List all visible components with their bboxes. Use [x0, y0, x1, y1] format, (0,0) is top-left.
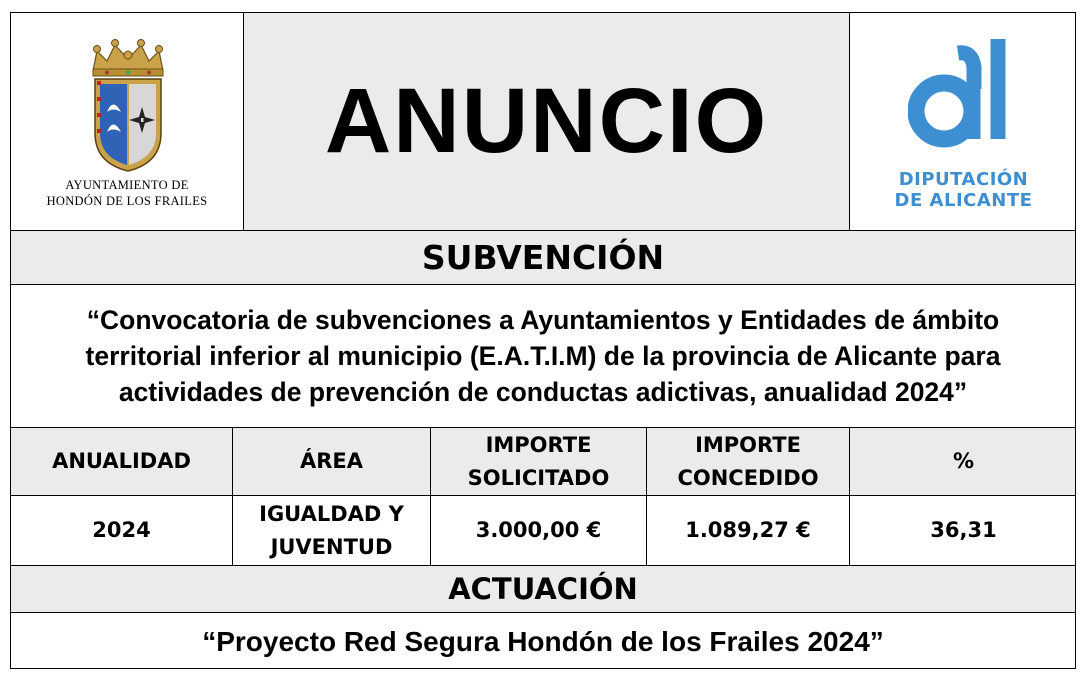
cell-anualidad: 2024	[11, 496, 233, 565]
header-importe-solicitado: IMPORTE SOLICITADO	[431, 428, 647, 495]
convocatoria-text: “Convocatoria de subvenciones a Ayuntamientos y Entidades de ámbito territorial inferior al municipio (E.A.T.I.M) de la provincia de Alicante para actividades de prevención de conductas adictivas, anualidad 2024”	[11, 285, 1075, 428]
project-title: “Proyecto Red Segura Hondón de los Frailes 2024”	[202, 625, 884, 657]
cell-importe-concedido: 1.089,27 €	[647, 496, 850, 565]
table-row	[11, 496, 1075, 566]
header-row	[11, 13, 1075, 231]
diputacion-logo-icon	[908, 33, 1018, 153]
header-anualidad: ANUALIDAD	[11, 428, 233, 495]
ayuntamiento-cell	[11, 13, 244, 230]
table-header-row	[11, 428, 1075, 496]
header-area: ÁREA	[233, 428, 431, 495]
page-title: ANUNCIO	[324, 70, 769, 172]
ayuntamiento-line1: AYUNTAMIENTO DE	[65, 178, 189, 192]
actuacion-title: ACTUACIÓN	[11, 566, 1075, 613]
cell-area: IGUALDAD Y JUVENTUD	[233, 496, 431, 565]
diputacion-line2: DE ALICANTE	[894, 190, 1033, 211]
header-percent: %	[952, 449, 975, 473]
subvencion-title: SUBVENCIÓN	[11, 231, 1075, 285]
cell-importe-solicitado: 3.000,00 €	[431, 496, 647, 565]
announcement-frame	[10, 12, 1076, 669]
cell-percent: 36,31	[930, 518, 997, 542]
coat-of-arms-icon	[83, 37, 173, 177]
title-cell	[244, 13, 850, 230]
diputacion-line1: DIPUTACIÓN	[898, 169, 1029, 190]
header-importe-concedido: IMPORTE CONCEDIDO	[647, 428, 850, 495]
ayuntamiento-line2: HONDÓN DE LOS FRAILES	[46, 194, 208, 208]
diputacion-cell	[850, 13, 1077, 230]
